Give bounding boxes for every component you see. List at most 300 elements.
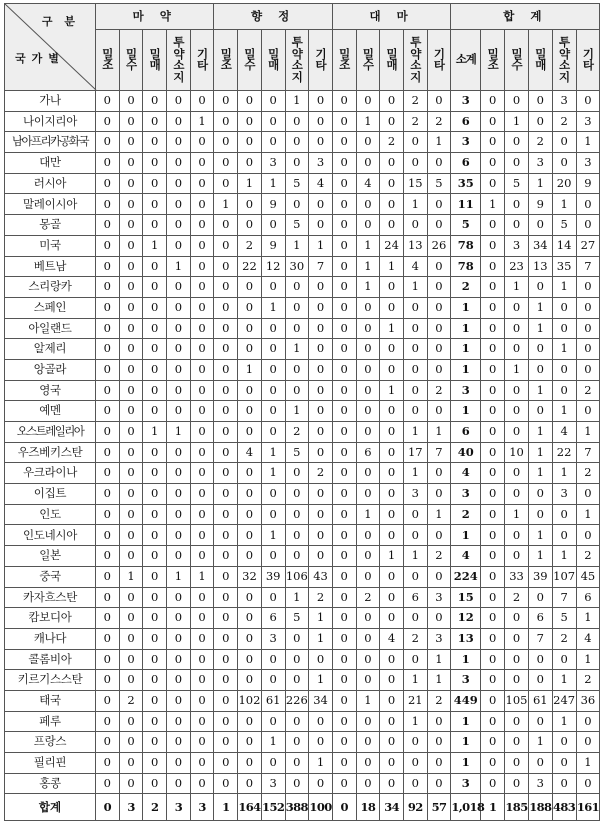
value-cell: 0 [214,566,238,587]
subtotal-cell: 40 [451,442,481,463]
country-cell: 나이지리아 [5,111,96,132]
value-cell: 0 [214,401,238,422]
value-cell: 0 [143,649,167,670]
value-cell: 1 [309,628,333,649]
value-cell: 0 [143,173,167,194]
value-cell: 0 [96,773,120,794]
value-cell: 1 [143,235,167,256]
value-cell: 0 [309,649,333,670]
value-cell: 0 [167,153,191,174]
subtotal-cell: 1 [451,339,481,360]
value-cell: 1 [238,359,262,380]
value-cell: 1 [285,235,309,256]
value-cell: 0 [285,753,309,774]
value-cell: 0 [214,442,238,463]
value-cell: 1 [403,277,427,298]
subtotal-cell: 1 [451,711,481,732]
value-cell: 0 [528,711,552,732]
table-row [5,504,600,525]
value-cell: 0 [309,132,333,153]
value-cell: 0 [332,546,356,567]
value-cell: 0 [309,504,333,525]
value-cell: 1 [481,194,505,215]
value-cell: 0 [403,380,427,401]
value-cell: 0 [190,773,214,794]
value-cell: 0 [167,339,191,360]
value-cell: 0 [238,670,262,691]
value-cell: 0 [552,153,576,174]
total-value-cell: 1,018 [451,794,481,821]
value-cell: 0 [427,732,451,753]
value-cell: 1 [528,380,552,401]
value-cell: 0 [552,773,576,794]
drug-offense-table [4,3,600,821]
value-cell: 0 [143,690,167,711]
value-cell: 0 [190,649,214,670]
country-cell: 예멘 [5,401,96,422]
value-cell: 1 [285,401,309,422]
value-cell: 0 [427,566,451,587]
value-cell: 0 [380,463,404,484]
value-cell: 0 [552,649,576,670]
total-value-cell: 185 [505,794,529,821]
value-cell: 0 [356,153,380,174]
sub-header-narcotics-0 [96,30,120,91]
value-cell: 0 [332,380,356,401]
value-cell: 3 [576,153,600,174]
country-cell: 러시아 [5,173,96,194]
value-cell: 0 [481,732,505,753]
value-cell: 0 [285,359,309,380]
sub-header-psychotropics-4 [309,30,333,91]
value-cell: 0 [403,339,427,360]
value-cell: 0 [309,91,333,112]
value-cell: 23 [505,256,529,277]
value-cell: 0 [481,235,505,256]
value-cell: 2 [576,670,600,691]
value-cell: 30 [285,256,309,277]
value-cell: 0 [576,339,600,360]
header-corner-cell [5,4,96,91]
value-cell: 36 [576,690,600,711]
sub-header-cannabis-0 [332,30,356,91]
value-cell: 0 [238,525,262,546]
value-cell: 0 [143,732,167,753]
value-cell: 1 [552,339,576,360]
value-cell: 0 [214,339,238,360]
subtotal-cell: 1 [451,753,481,774]
value-cell: 0 [285,194,309,215]
value-cell: 0 [143,753,167,774]
value-cell: 0 [380,670,404,691]
value-cell: 0 [238,504,262,525]
subtotal-cell: 15 [451,587,481,608]
sub-header-narcotics-3 [167,30,191,91]
value-cell: 2 [309,587,333,608]
value-cell: 0 [143,256,167,277]
value-cell: 0 [380,711,404,732]
value-cell: 0 [261,339,285,360]
value-cell: 0 [167,711,191,732]
value-cell: 0 [214,297,238,318]
value-cell: 1 [528,173,552,194]
sub-header-label: 밀매 [535,46,546,72]
value-cell: 0 [119,401,143,422]
value-cell: 0 [167,525,191,546]
country-cell: 이집트 [5,484,96,505]
value-cell: 2 [427,380,451,401]
value-cell: 0 [309,277,333,298]
value-cell: 0 [481,173,505,194]
total-value-cell: 100 [309,794,333,821]
value-cell: 0 [238,111,262,132]
value-cell: 0 [190,194,214,215]
value-cell: 0 [214,587,238,608]
value-cell: 5 [285,173,309,194]
value-cell: 43 [309,566,333,587]
value-cell: 2 [238,235,262,256]
value-cell: 0 [356,297,380,318]
value-cell: 0 [427,256,451,277]
value-cell: 0 [403,318,427,339]
value-cell: 2 [528,132,552,153]
value-cell: 0 [380,422,404,443]
sub-header-label: 밀수 [362,46,373,72]
value-cell: 0 [552,318,576,339]
value-cell: 0 [403,132,427,153]
value-cell: 0 [119,608,143,629]
value-cell: 0 [481,670,505,691]
value-cell: 0 [143,132,167,153]
value-cell: 0 [119,359,143,380]
value-cell: 0 [481,153,505,174]
value-cell: 12 [261,256,285,277]
value-cell: 0 [481,132,505,153]
value-cell: 0 [214,318,238,339]
value-cell: 0 [552,525,576,546]
value-cell: 1 [403,422,427,443]
value-cell: 1 [356,690,380,711]
value-cell: 0 [167,504,191,525]
value-cell: 0 [528,91,552,112]
value-cell: 0 [356,194,380,215]
value-cell: 5 [505,173,529,194]
sub-header-label: 투약소지 [291,35,302,84]
value-cell: 0 [528,504,552,525]
value-cell: 0 [238,401,262,422]
value-cell: 0 [238,753,262,774]
value-cell: 0 [356,339,380,360]
value-cell: 0 [380,690,404,711]
value-cell: 1 [552,711,576,732]
subtotal-cell: 3 [451,773,481,794]
country-cell: 미국 [5,235,96,256]
value-cell: 0 [528,215,552,236]
value-cell: 0 [332,173,356,194]
value-cell: 0 [119,504,143,525]
value-cell: 1 [552,463,576,484]
value-cell: 0 [96,753,120,774]
value-cell: 5 [552,215,576,236]
value-cell: 0 [403,732,427,753]
value-cell: 1 [356,504,380,525]
value-cell: 0 [332,277,356,298]
value-cell: 0 [332,484,356,505]
subtotal-cell: 449 [451,690,481,711]
value-cell: 0 [214,91,238,112]
value-cell: 0 [214,649,238,670]
value-cell: 1 [427,504,451,525]
table-row [5,380,600,401]
value-cell: 1 [309,753,333,774]
value-cell: 1 [528,318,552,339]
value-cell: 0 [143,711,167,732]
value-cell: 0 [261,753,285,774]
value-cell: 0 [214,422,238,443]
table-row [5,153,600,174]
value-cell: 0 [119,132,143,153]
value-cell: 0 [356,732,380,753]
value-cell: 3 [528,773,552,794]
value-cell: 0 [119,587,143,608]
value-cell: 0 [190,318,214,339]
value-cell: 1 [505,359,529,380]
total-value-cell: 0 [332,794,356,821]
value-cell: 0 [309,339,333,360]
value-cell: 0 [261,132,285,153]
value-cell: 0 [481,753,505,774]
value-cell: 0 [238,546,262,567]
value-cell: 0 [167,111,191,132]
value-cell: 0 [96,173,120,194]
value-cell: 0 [427,463,451,484]
value-cell: 0 [238,463,262,484]
value-cell: 0 [332,339,356,360]
value-cell: 0 [96,711,120,732]
value-cell: 0 [380,339,404,360]
value-cell: 1 [528,422,552,443]
value-cell: 0 [552,504,576,525]
value-cell: 22 [552,442,576,463]
value-cell: 1 [143,422,167,443]
value-cell: 0 [356,525,380,546]
table-row [5,318,600,339]
value-cell: 0 [261,359,285,380]
value-cell: 0 [143,670,167,691]
country-cell: 가나 [5,91,96,112]
value-cell: 20 [552,173,576,194]
country-cell: 키르기스스탄 [5,670,96,691]
value-cell: 0 [576,484,600,505]
total-value-cell: 0 [96,794,120,821]
value-cell: 1 [380,318,404,339]
value-cell: 0 [403,608,427,629]
value-cell: 1 [167,566,191,587]
value-cell: 4 [380,628,404,649]
value-cell: 0 [190,215,214,236]
value-cell: 0 [238,297,262,318]
value-cell: 1 [356,277,380,298]
value-cell: 0 [143,339,167,360]
value-cell: 0 [96,670,120,691]
value-cell: 7 [309,256,333,277]
group-header-total: 합 계 [451,4,600,30]
value-cell: 0 [190,422,214,443]
value-cell: 0 [167,215,191,236]
subtotal-cell: 6 [451,111,481,132]
value-cell: 0 [167,318,191,339]
value-cell: 0 [332,690,356,711]
value-cell: 0 [285,670,309,691]
value-cell: 0 [96,649,120,670]
value-cell: 0 [214,670,238,691]
table-row [5,670,600,691]
value-cell: 0 [214,773,238,794]
value-cell: 0 [167,732,191,753]
value-cell: 0 [505,649,529,670]
table-row [5,339,600,360]
value-cell: 0 [190,91,214,112]
sub-header-cannabis-2 [380,30,404,91]
value-cell: 2 [505,587,529,608]
value-cell: 3 [427,628,451,649]
subtotal-cell: 1 [451,318,481,339]
value-cell: 0 [576,773,600,794]
subtotal-cell: 3 [451,91,481,112]
value-cell: 0 [285,773,309,794]
value-cell: 0 [167,608,191,629]
value-cell: 0 [143,277,167,298]
value-cell: 0 [96,525,120,546]
value-cell: 0 [332,711,356,732]
value-cell: 0 [190,442,214,463]
total-value-cell: 57 [427,794,451,821]
value-cell: 0 [332,442,356,463]
value-cell: 1 [528,525,552,546]
country-cell: 카자흐스탄 [5,587,96,608]
sub-header-label: 밀조 [487,46,498,72]
value-cell: 0 [356,91,380,112]
value-cell: 0 [528,484,552,505]
value-cell: 0 [576,297,600,318]
sub-header-total-0 [481,30,505,91]
value-cell: 0 [238,215,262,236]
value-cell: 0 [505,401,529,422]
value-cell: 1 [427,132,451,153]
value-cell: 0 [505,484,529,505]
value-cell: 0 [380,215,404,236]
value-cell: 0 [119,422,143,443]
sub-header-label: 기타 [197,46,208,72]
country-cell: 태국 [5,690,96,711]
value-cell: 0 [505,732,529,753]
value-cell: 0 [332,194,356,215]
value-cell: 21 [403,690,427,711]
value-cell: 0 [119,153,143,174]
value-cell: 0 [167,132,191,153]
value-cell: 0 [505,711,529,732]
value-cell: 3 [261,153,285,174]
value-cell: 0 [214,711,238,732]
table-row [5,628,600,649]
value-cell: 7 [552,587,576,608]
value-cell: 0 [261,504,285,525]
value-cell: 0 [238,711,262,732]
country-cell: 스페인 [5,297,96,318]
value-cell: 17 [403,442,427,463]
value-cell: 1 [552,546,576,567]
sub-header-label: 기타 [582,46,593,72]
value-cell: 0 [190,732,214,753]
header-corner-top: 구 분 [41,15,79,28]
value-cell: 0 [481,422,505,443]
value-cell: 27 [576,235,600,256]
value-cell: 0 [309,525,333,546]
value-cell: 0 [261,422,285,443]
total-value-cell: 1 [214,794,238,821]
sub-header-label: 투약소지 [410,35,421,84]
value-cell: 0 [380,608,404,629]
value-cell: 0 [380,194,404,215]
sub-header-psychotropics-0 [214,30,238,91]
subtotal-cell: 1 [451,525,481,546]
value-cell: 0 [238,277,262,298]
value-cell: 0 [143,194,167,215]
value-cell: 0 [119,277,143,298]
value-cell: 0 [332,235,356,256]
value-cell: 14 [552,235,576,256]
sub-header-total-3 [552,30,576,91]
value-cell: 0 [528,670,552,691]
value-cell: 0 [167,91,191,112]
total-value-cell: 188 [528,794,552,821]
value-cell: 61 [528,690,552,711]
country-cell: 남아프리카공화국 [5,132,96,153]
value-cell: 0 [238,773,262,794]
value-cell: 0 [214,132,238,153]
value-cell: 1 [403,463,427,484]
value-cell: 61 [261,690,285,711]
value-cell: 0 [285,732,309,753]
sub-header-total-subtotal: 소계 [451,30,481,91]
total-value-cell: 3 [167,794,191,821]
value-cell: 3 [309,153,333,174]
value-cell: 0 [190,339,214,360]
header-group-row [5,4,600,30]
value-cell: 0 [119,670,143,691]
table-row [5,587,600,608]
value-cell: 0 [309,442,333,463]
value-cell: 0 [119,111,143,132]
value-cell: 2 [403,628,427,649]
value-cell: 0 [285,297,309,318]
total-value-cell: 92 [403,794,427,821]
value-cell: 0 [261,711,285,732]
value-cell: 0 [96,732,120,753]
value-cell: 107 [552,566,576,587]
value-cell: 0 [309,297,333,318]
subtotal-cell: 1 [451,297,481,318]
value-cell: 0 [143,546,167,567]
value-cell: 2 [380,132,404,153]
value-cell: 0 [285,277,309,298]
value-cell: 0 [505,608,529,629]
sub-header-total-2 [528,30,552,91]
value-cell: 0 [427,297,451,318]
value-cell: 3 [528,153,552,174]
value-cell: 0 [356,711,380,732]
value-cell: 0 [552,132,576,153]
